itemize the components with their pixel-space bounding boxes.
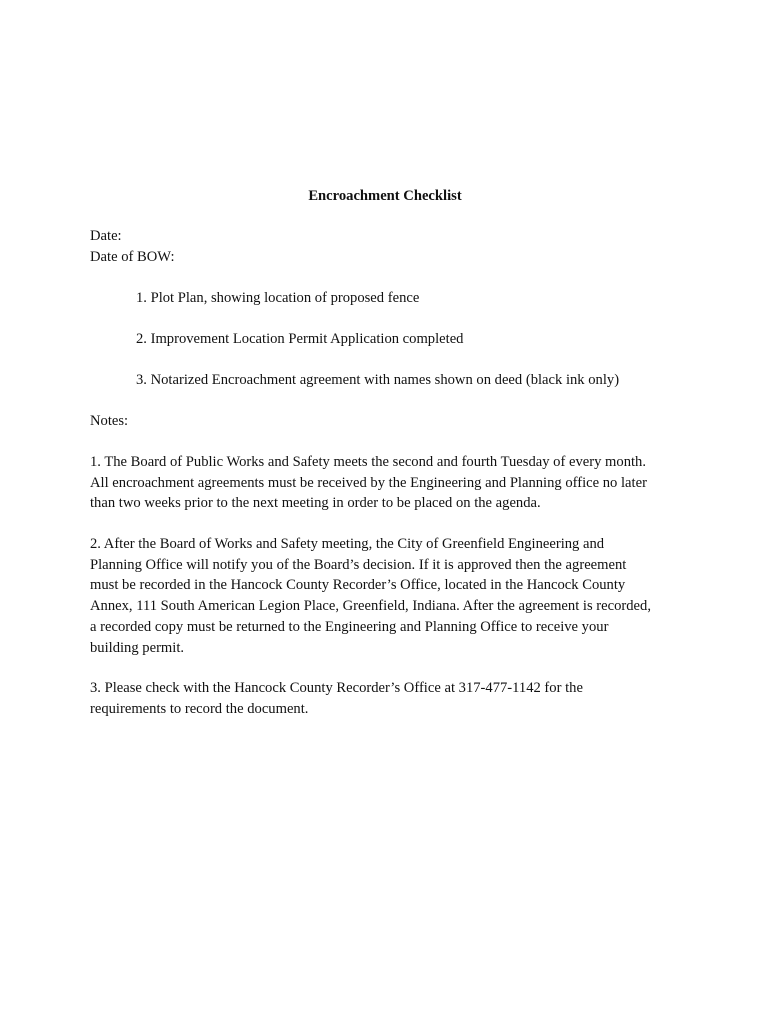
notes-label: Notes: (90, 413, 129, 429)
date-label: Date: (90, 228, 122, 244)
note-board-meetings (90, 452, 690, 514)
note-recorder-contact (90, 678, 690, 719)
note-line: Annex, 111 South American Legion Place, Greenfield, Indiana. After the agreement is recorded, (90, 598, 651, 615)
note-line: 3. Please check with the Hancock County Recorder’s Office at 317-477-1142 for the (90, 680, 583, 696)
note-line: must be recorded in the Hancock County Recorder’s Office, located in the Hancock County (90, 577, 626, 594)
note-line: All encroachment agreements must be received by the Engineering and Planning office no later (90, 474, 647, 491)
note-line: 1. The Board of Public Works and Safety meets the second and fourth Tuesday of every month. (90, 454, 646, 470)
checklist-item-plot-plan: 1. Plot Plan, showing location of proposed fence (136, 290, 420, 306)
note-line: 2. After the Board of Works and Safety meeting, the City of Greenfield Engineering and (90, 536, 605, 552)
note-recording-process (90, 534, 690, 658)
note-line: Planning Office will notify you of the Board’s decision. If it is approved then the agreement (90, 556, 627, 573)
note-line: a recorded copy must be returned to the Engineering and Planning Office to receive your (90, 618, 609, 635)
date-of-bow-label: Date of BOW: (90, 249, 175, 265)
checklist-item-encroachment-agreement: 3. Notarized Encroachment agreement with names shown on deed (black ink only) (136, 372, 620, 388)
note-line: than two weeks prior to the next meeting in order to be placed on the agenda. (90, 495, 541, 512)
checklist-item-permit-application: 2. Improvement Location Permit Application completed (136, 331, 464, 347)
note-line: requirements to record the document. (90, 700, 309, 717)
document-title: Encroachment Checklist (308, 188, 462, 204)
note-line: building permit. (90, 639, 185, 656)
